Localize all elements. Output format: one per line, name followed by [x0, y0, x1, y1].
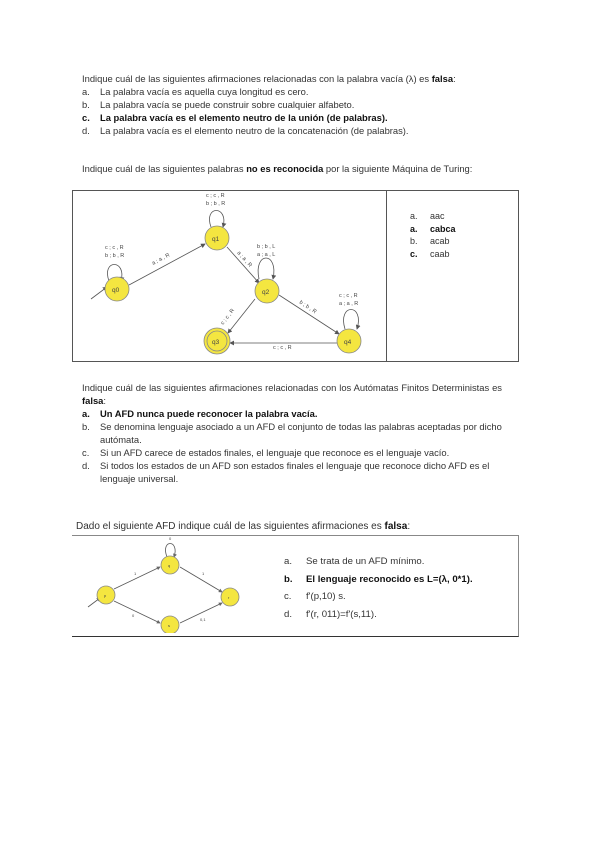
q1-loop-label-2: b ; b , R	[206, 201, 226, 207]
q3-option-c[interactable]: c. Si un AFD carece de estados finales, el lenguaje que reconoce es el lenguaje vacío.	[82, 447, 450, 458]
q3-option-a[interactable]: a. Un AFD nunca puede reconocer la palabra vacía.	[82, 408, 318, 419]
afd-edge-p-q	[114, 567, 160, 589]
afd-edge-p-s-label: 0	[132, 613, 135, 618]
q2-loop	[258, 258, 274, 279]
q4-option-a[interactable]: a. Se trata de un AFD mínimo.	[284, 556, 425, 567]
turing-machine-diagram	[73, 191, 384, 359]
q1-loop	[209, 211, 223, 228]
afd-edge-q-r-label: 1	[202, 571, 205, 576]
q1-option-b[interactable]: b. La palabra vacía se puede construir sobre cualquier alfabeto.	[82, 99, 355, 110]
question-1	[82, 72, 502, 137]
q1-loop-label-1: c ; c , R	[206, 193, 225, 199]
q1-option-a[interactable]: a. La palabra vacía es aquella cuya longitud es cero.	[82, 86, 309, 97]
q2-option-3[interactable]: b. acab	[410, 236, 450, 246]
label-q4: q4	[344, 339, 352, 346]
q3-option-b[interactable]: b. Se denomina lenguaje asociado a un AFD el conjunto de todas las palabras aceptadas por dicho autómata.	[82, 421, 502, 445]
q4-option-c[interactable]: c. f'(p,10) s.	[284, 591, 346, 602]
edge-q2-q3-label: c ; c , R	[219, 307, 237, 327]
afd-state-r	[221, 588, 239, 606]
question-4	[76, 520, 516, 533]
edge-q4-q3-label: c ; c , R	[273, 345, 292, 351]
afd-label-p: p	[104, 593, 107, 598]
afd-q-loop-label: 0	[169, 537, 172, 541]
question-2	[82, 162, 520, 175]
q2-option-4[interactable]: c. caab	[410, 248, 450, 259]
afd-label-s: s	[168, 623, 170, 628]
afd-state-s	[161, 616, 179, 633]
q4-option-d[interactable]: d. f'(r, 011)=f'(s,11).	[284, 608, 377, 620]
q1-option-d[interactable]: d. La palabra vacía es el elemento neutro de la concatenación (de palabras).	[82, 125, 409, 136]
q0-loop-label-1: c ; c , R	[105, 245, 124, 251]
q4-options	[284, 553, 514, 623]
label-q3: q3	[212, 339, 220, 346]
q3-option-d[interactable]: d. Si todos los estados de un AFD son estados finales el lenguaje que reconoce dicho AFD es el lenguaje universal.	[82, 460, 490, 484]
q2-loop-label-2: a ; a , L	[257, 252, 276, 258]
q4-loop-label-1: c ; c , R	[339, 293, 358, 299]
afd-diagram	[80, 537, 270, 633]
afd-q-loop	[165, 544, 175, 558]
label-q0: q0	[112, 287, 120, 294]
label-q1: q1	[212, 236, 220, 243]
question-3	[82, 381, 502, 485]
edge-q2-q4	[279, 295, 339, 334]
afd-edge-p-s	[114, 601, 160, 623]
q0-loop-label-2: b ; b , R	[105, 253, 125, 259]
edge-q0-q1	[129, 244, 205, 285]
q2-option-2[interactable]: a. cabca	[410, 223, 456, 234]
q2-loop-label-1: b ; b , L	[257, 244, 276, 250]
q2-option-1[interactable]: a. aac	[410, 211, 445, 221]
question-3-stem: Indique cuál de las siguientes afirmaciones relacionadas con los Autómatas Finitos Deterministas es falsa:	[82, 382, 502, 406]
label-q2: q2	[262, 289, 270, 296]
start-arrow	[91, 287, 107, 299]
afd-edge-s-r-label: 0,1	[200, 617, 206, 622]
q4-loop-label-2: a ; a , R	[339, 301, 359, 307]
afd-label-q: q	[168, 563, 171, 568]
afd-edge-p-q-label: 1	[134, 571, 137, 576]
afd-edge-q-r	[180, 567, 222, 592]
q2-options	[410, 210, 510, 260]
afd-label-r: r	[228, 595, 230, 600]
q4-option-b[interactable]: b. El lenguaje reconocido es L=(λ, 0*1).	[284, 573, 473, 585]
q1-option-c[interactable]: c. La palabra vacía es el elemento neutro de la unión (de palabras).	[82, 112, 388, 123]
edge-q2-q4-label: b ; b , R	[297, 299, 318, 316]
q4-loop	[344, 310, 359, 330]
question-4-stem: Dado el siguiente AFD indique cuál de las siguientes afirmaciones es falsa:	[76, 521, 411, 532]
question-1-stem: Indique cuál de las siguientes afirmaciones relacionadas con la palabra vacía (λ) es falsa:	[82, 73, 456, 84]
question-2-stem: Indique cuál de las siguientes palabras no es reconocida por la siguiente Máquina de Turing:	[82, 163, 473, 174]
edge-q1-q2-label: a ; a , R	[235, 250, 253, 269]
edge-q0-q1-label: a ; a , R	[151, 252, 171, 267]
